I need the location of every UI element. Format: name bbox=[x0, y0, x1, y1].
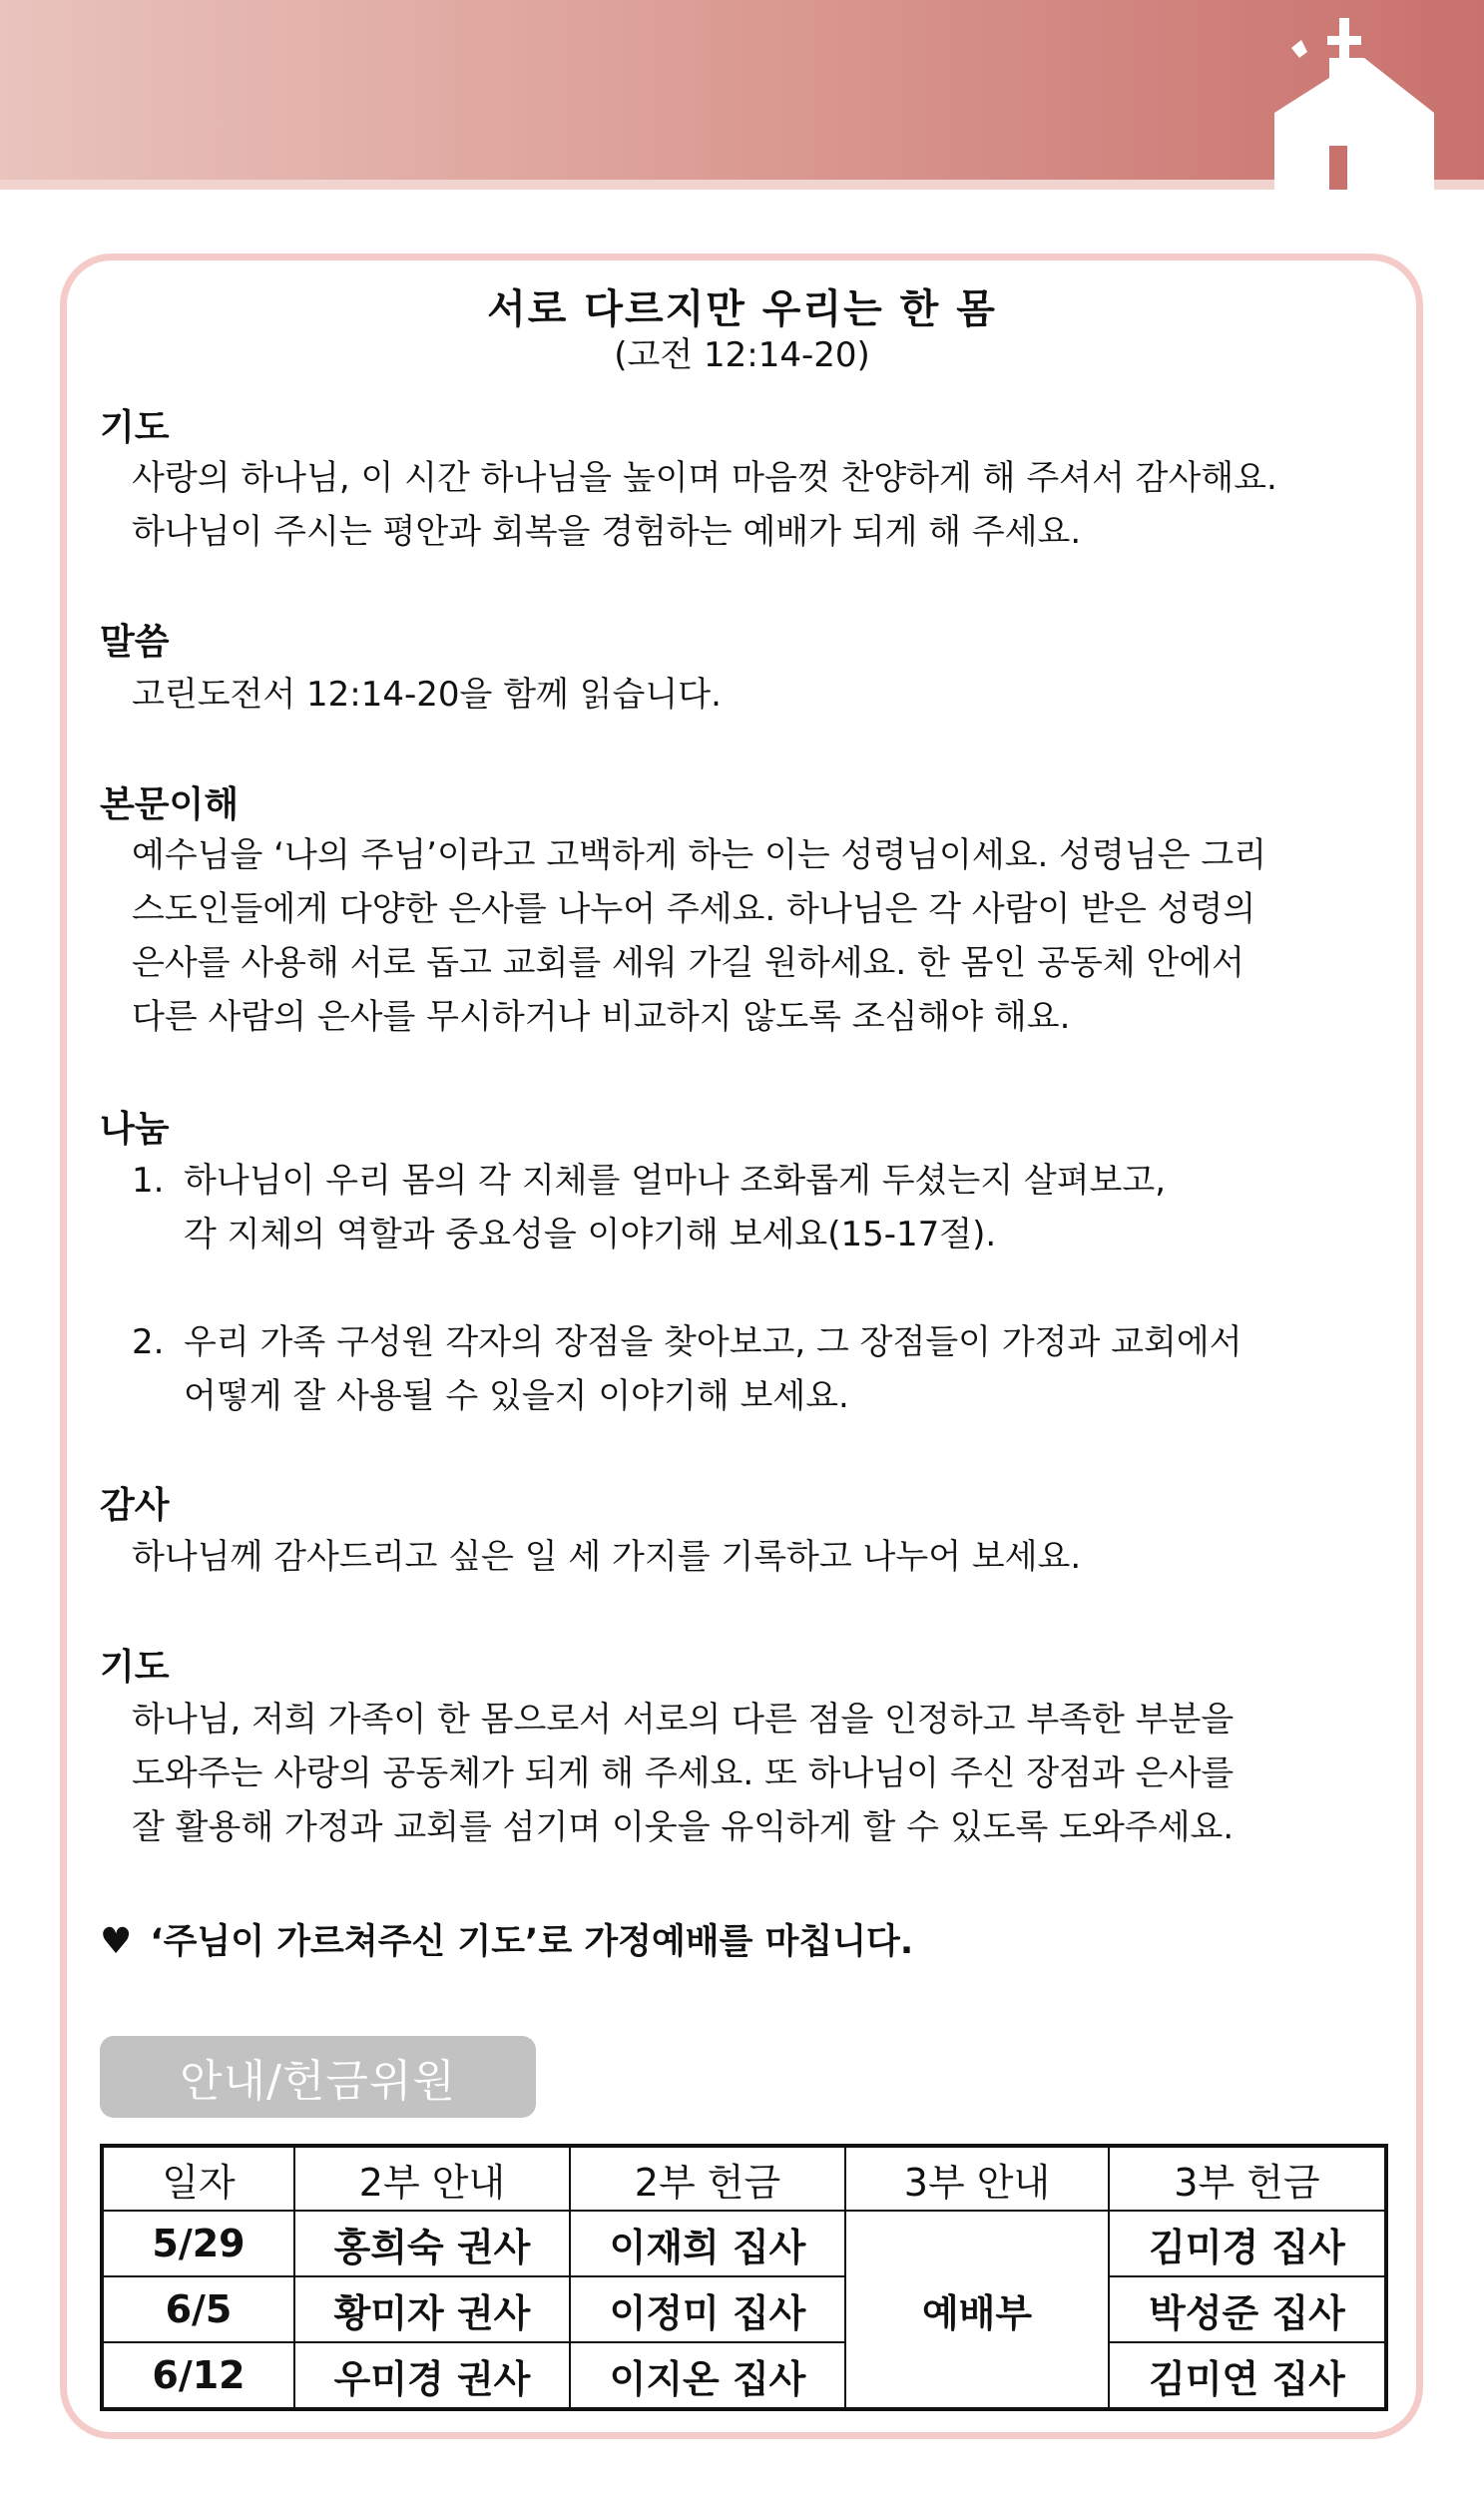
heart-icon: ♥ bbox=[100, 1921, 133, 1962]
sharing-item-1-line-1: 하나님이 우리 몸의 각 지체를 얼마나 조화롭게 두셨는지 살펴보고, bbox=[184, 1161, 1167, 1201]
cell-3bu-guide-merged: 예배부 bbox=[845, 2211, 1109, 2409]
closing-note bbox=[100, 1914, 913, 1964]
understanding-line-3: 은사를 사용해 서로 돕고 교회를 세워 가길 원하세요. 한 몸인 공동체 안에서 bbox=[132, 943, 1245, 983]
prayer1-line-2: 하나님이 주시는 평안과 회복을 경험하는 예배가 되게 해 주세요. bbox=[132, 512, 1082, 552]
closing-text: ‘주님이 가르쳐주신 기도’로 가정예배를 마칩니다. bbox=[150, 1922, 914, 1962]
page-title: 서로 다르지만 우리는 한 몸 bbox=[487, 286, 997, 332]
cell-2bu-offering: 이재희 집사 bbox=[570, 2211, 845, 2276]
cell-2bu-guide: 우미경 권사 bbox=[294, 2342, 570, 2409]
section-heading-sharing: 나눔 bbox=[100, 1109, 170, 1150]
column-header-2bu-offering: 2부 헌금 bbox=[570, 2146, 845, 2211]
column-header-3bu-guide: 3부 안내 bbox=[845, 2146, 1109, 2211]
header-strip bbox=[0, 180, 1484, 190]
column-header-2bu-guide: 2부 안내 bbox=[294, 2146, 570, 2211]
roster-table bbox=[100, 2144, 1388, 2411]
prayer1-line-1: 사랑의 하나님, 이 시간 하나님을 높이며 마음껏 찬양하게 해 주셔서 감사해요. bbox=[132, 458, 1277, 498]
church-icon bbox=[1269, 18, 1439, 190]
table-row bbox=[102, 2211, 1386, 2276]
sharing-item-2-number: 2. bbox=[132, 1322, 165, 1362]
section-heading-prayer1: 기도 bbox=[100, 407, 170, 448]
cell-date: 6/12 bbox=[102, 2342, 294, 2409]
cell-date: 5/29 bbox=[102, 2211, 294, 2276]
understanding-line-1: 예수님을 ‘나의 주님’이라고 고백하게 하는 이는 성령님이세요. 성령님은 그리 bbox=[132, 835, 1267, 875]
cell-2bu-offering: 이지온 집사 bbox=[570, 2342, 845, 2409]
sharing-item-2-line-2: 어떻게 잘 사용될 수 있을지 이야기해 보세요. bbox=[184, 1376, 849, 1416]
column-header-3bu-offering: 3부 헌금 bbox=[1109, 2146, 1386, 2211]
cell-date: 6/5 bbox=[102, 2276, 294, 2342]
sharing-item-2-line-1: 우리 가족 구성원 각자의 장점을 찾아보고, 그 장점들이 가정과 교회에서 bbox=[184, 1322, 1242, 1362]
word-line-1: 고린도전서 12:14-20을 함께 읽습니다. bbox=[132, 675, 722, 715]
prayer2-line-2: 도와주는 사랑의 공동체가 되게 해 주세요. 또 하나님이 주신 장점과 은사를 bbox=[132, 1753, 1235, 1793]
prayer2-line-3: 잘 활용해 가정과 교회를 섬기며 이웃을 유익하게 할 수 있도록 도와주세요. bbox=[132, 1807, 1235, 1847]
prayer2-line-1: 하나님, 저희 가족이 한 몸으로서 서로의 다른 점을 인정하고 부족한 부분을 bbox=[132, 1700, 1235, 1740]
table-row bbox=[102, 2342, 1386, 2409]
roster-header-row bbox=[102, 2146, 1386, 2211]
table-row bbox=[102, 2276, 1386, 2342]
understanding-line-4: 다른 사람의 은사를 무시하거나 비교하지 않도록 조심해야 해요. bbox=[132, 997, 1071, 1037]
sharing-item-1-number: 1. bbox=[132, 1161, 165, 1201]
cell-3bu-offering: 김미연 집사 bbox=[1109, 2342, 1386, 2409]
section-heading-understanding: 본문이해 bbox=[100, 784, 240, 825]
column-header-date: 일자 bbox=[102, 2146, 294, 2211]
cell-2bu-offering: 이정미 집사 bbox=[570, 2276, 845, 2342]
cell-2bu-guide: 홍희숙 권사 bbox=[294, 2211, 570, 2276]
section-heading-prayer2: 기도 bbox=[100, 1647, 170, 1688]
cell-3bu-offering: 김미경 집사 bbox=[1109, 2211, 1386, 2276]
understanding-line-2: 스도인들에게 다양한 은사를 나누어 주세요. 하나님은 각 사람이 받은 성령의 bbox=[132, 889, 1256, 929]
roster-label: 안내/헌금위원 bbox=[100, 2036, 536, 2118]
thanks-line-1: 하나님께 감사드리고 싶은 일 세 가지를 기록하고 나누어 보세요. bbox=[132, 1537, 1082, 1577]
section-heading-word: 말씀 bbox=[100, 622, 170, 663]
cell-3bu-offering: 박성준 집사 bbox=[1109, 2276, 1386, 2342]
section-heading-thanks: 감사 bbox=[100, 1485, 170, 1526]
header-banner bbox=[0, 0, 1484, 180]
cell-2bu-guide: 황미자 권사 bbox=[294, 2276, 570, 2342]
sharing-item-1-line-2: 각 지체의 역할과 중요성을 이야기해 보세요(15-17절). bbox=[184, 1215, 997, 1254]
scripture-reference: (고전 12:14-20) bbox=[614, 335, 870, 375]
